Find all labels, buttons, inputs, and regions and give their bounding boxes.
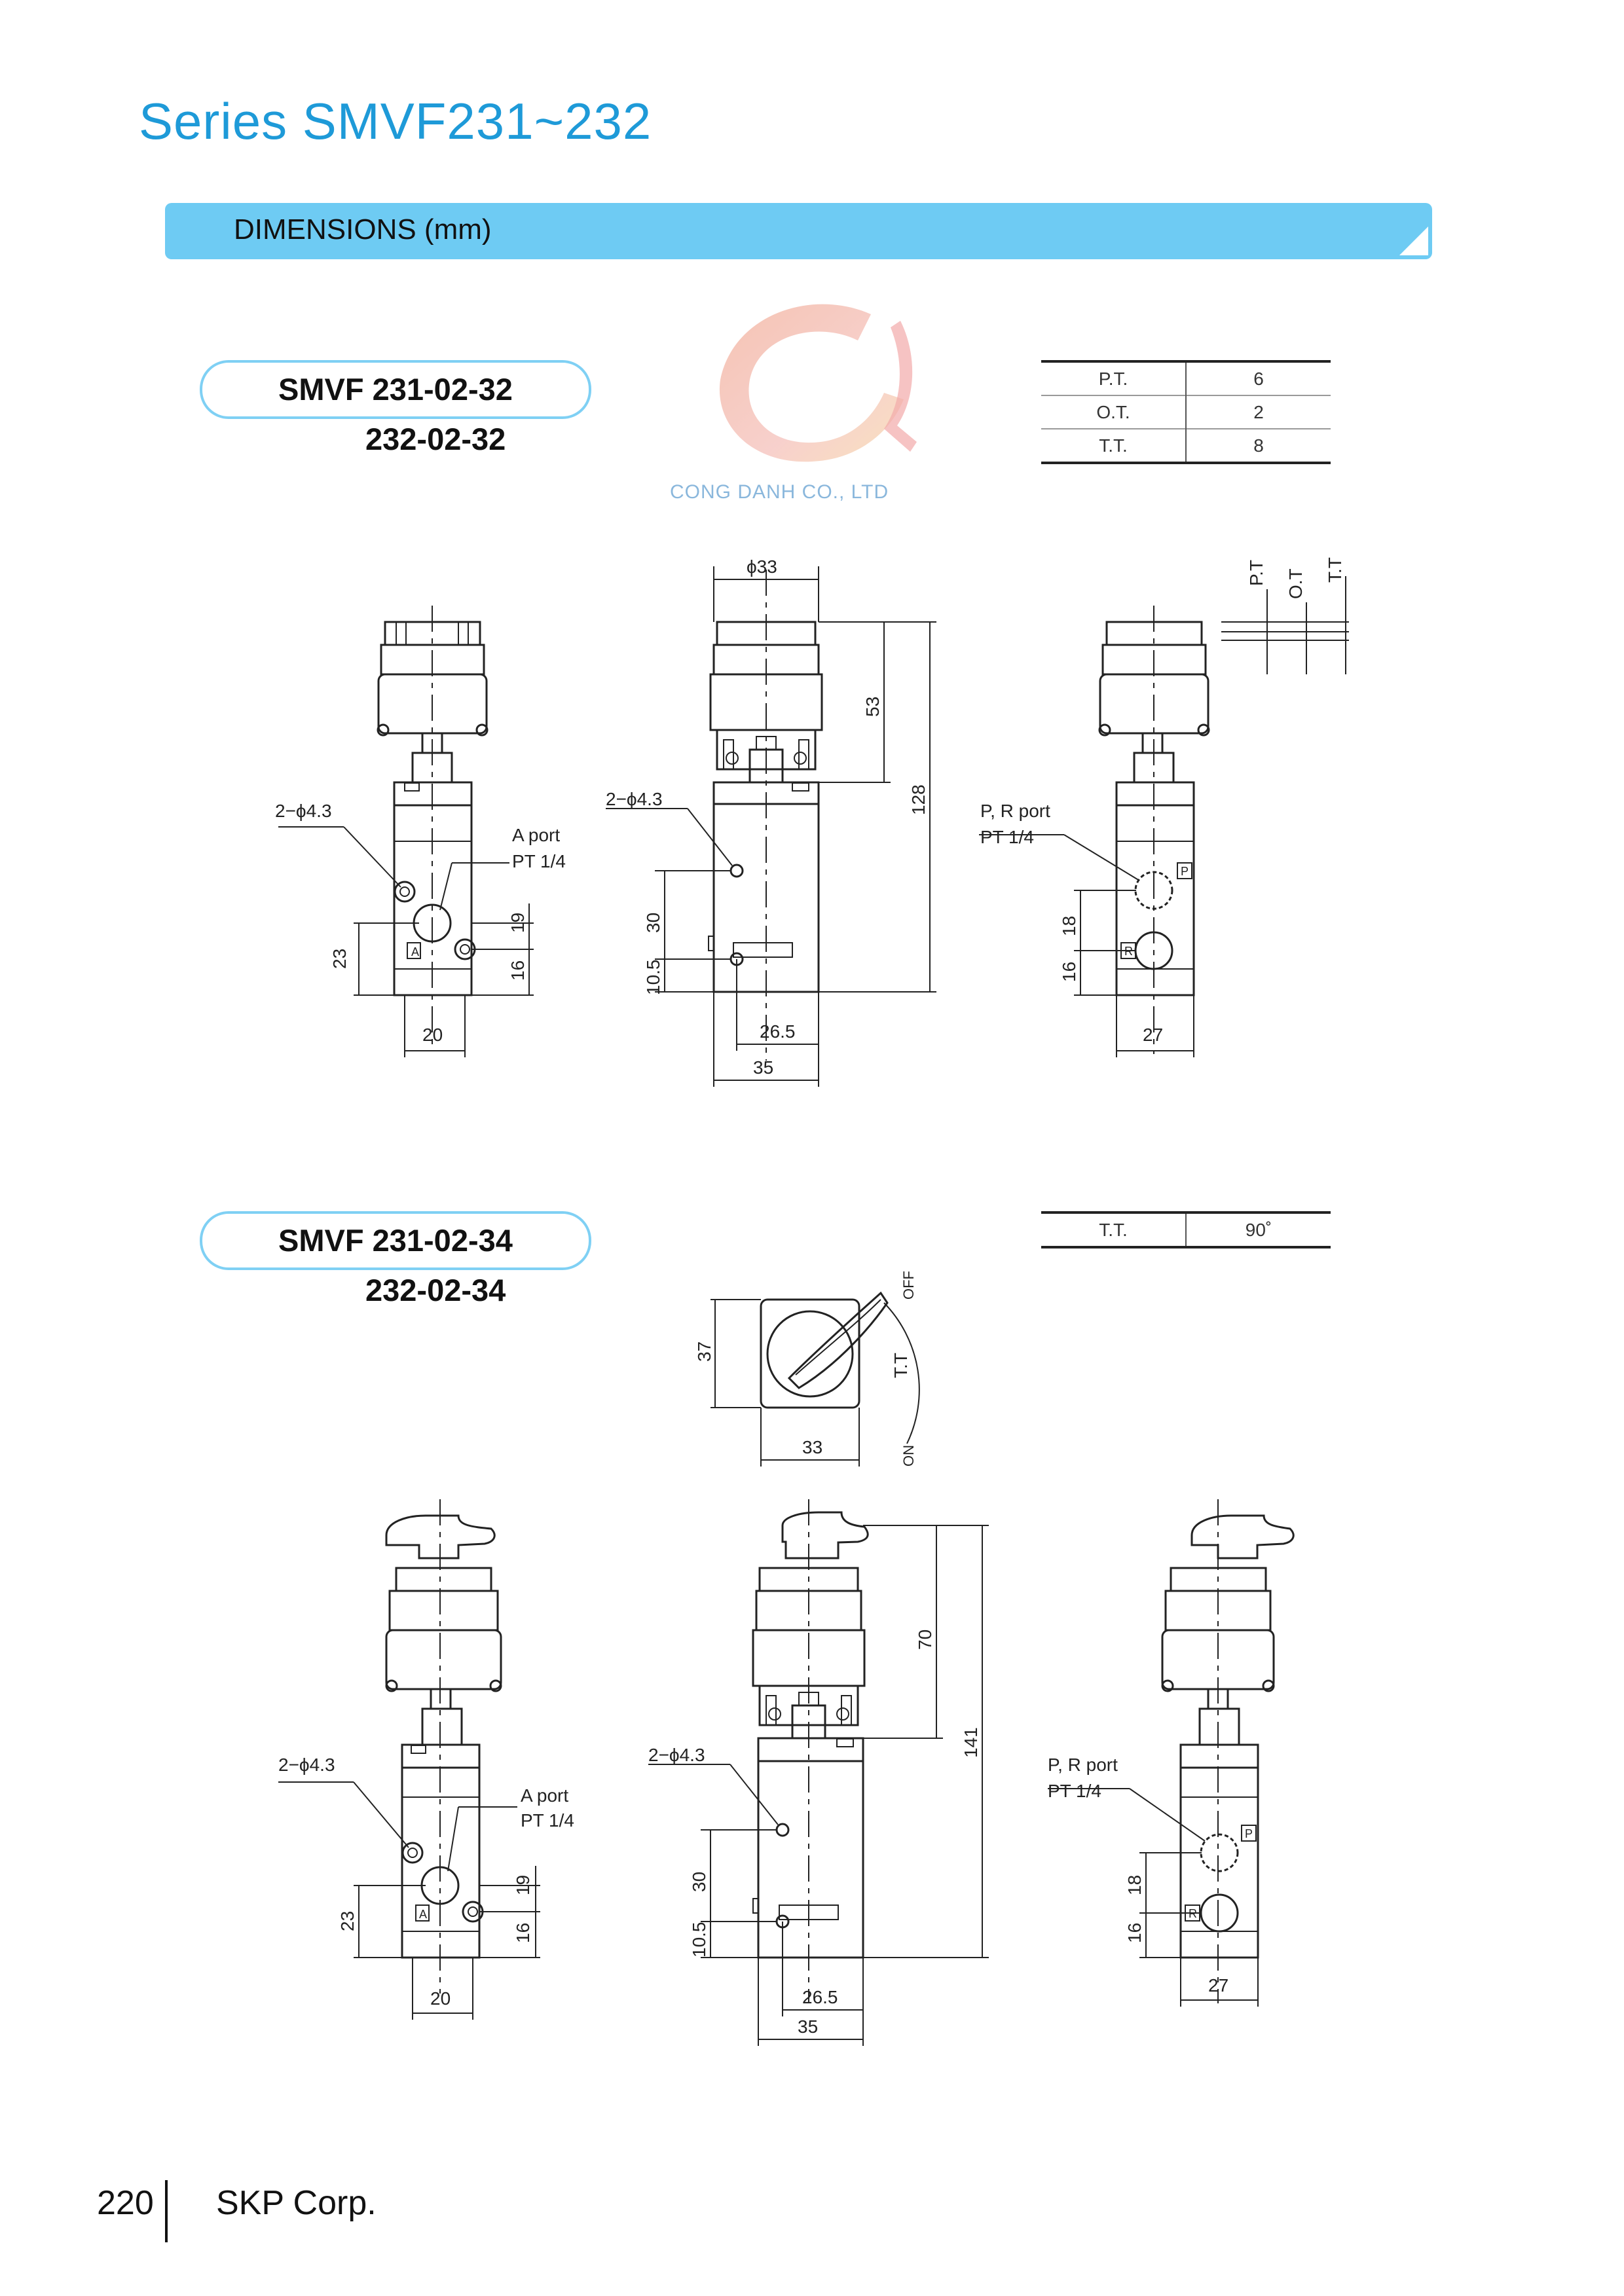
dim-label: 26.5 (760, 1021, 796, 1042)
port-letter-p: P (1181, 865, 1189, 878)
dim-label: 16 (1124, 1922, 1145, 1943)
dim-label: 30 (643, 912, 663, 933)
dim-label: 33 (802, 1437, 823, 1457)
model-1-variant: 232-02-32 (365, 422, 506, 456)
dim-label: 2−ϕ4.3 (275, 801, 332, 821)
page-number: 220 (97, 2184, 154, 2222)
dim-label: 10.5 (689, 1922, 709, 1958)
dim-label: PT 1/4 (980, 827, 1034, 847)
dim-label: A port (512, 825, 561, 845)
model-2-name: SMVF 231-02-34 (278, 1223, 513, 1258)
port-letter-a: A (419, 1908, 428, 1921)
spec-value: 2 (1253, 401, 1264, 422)
dim-label: ON (900, 1445, 917, 1467)
model-1-name: SMVF 231-02-32 (278, 372, 513, 407)
dim-label: T.T (1325, 557, 1345, 583)
dim-label: 2−ϕ4.3 (648, 1745, 705, 1765)
dim-label: 26.5 (802, 1987, 838, 2007)
dim-label: O.T (1285, 568, 1306, 599)
port-letter-r: R (1124, 945, 1133, 958)
dim-label: OFF (900, 1271, 917, 1300)
dim-label: 2−ϕ4.3 (606, 789, 663, 809)
spec-value: 8 (1253, 435, 1264, 456)
section-title: DIMENSIONS (mm) (234, 213, 492, 246)
model-2-variant: 232-02-34 (365, 1273, 506, 1307)
dim-label: 23 (337, 1910, 358, 1931)
footer-divider (165, 2180, 168, 2242)
model1-front-view (278, 606, 534, 1057)
spec-value: 90˚ (1245, 1219, 1272, 1240)
dim-label: 16 (1059, 961, 1079, 982)
spec-label: T.T. (1041, 1212, 1186, 1247)
model2-side-view (648, 1499, 989, 2046)
dim-label: P, R port (980, 801, 1050, 821)
dim-label: 18 (1059, 915, 1079, 936)
dim-label: 30 (689, 1871, 709, 1892)
dim-label: 2−ϕ4.3 (278, 1755, 335, 1775)
dim-label: 18 (1124, 1874, 1145, 1895)
dim-label: 16 (507, 960, 528, 981)
dim-label: 20 (430, 1988, 451, 2009)
dim-label: ϕ33 (747, 556, 777, 577)
dim-label: 128 (908, 784, 929, 815)
spec-label: T.T. (1041, 429, 1186, 463)
spec-label: P.T. (1041, 361, 1186, 395)
page-title: Series SMVF231~232 (139, 92, 652, 150)
spec-value: 6 (1253, 368, 1264, 389)
dim-label: 53 (862, 696, 883, 717)
port-letter-p: P (1245, 1827, 1253, 1840)
dim-label: 27 (1143, 1025, 1164, 1045)
dim-label: 16 (513, 1922, 533, 1943)
dim-label: 141 (961, 1727, 981, 1758)
port-letter-r: R (1189, 1907, 1197, 1920)
dim-label: P.T (1246, 560, 1266, 586)
company-name: SKP Corp. (216, 2184, 377, 2222)
dim-label: 35 (753, 1057, 774, 1078)
dim-label: 27 (1208, 1975, 1229, 1995)
dim-label: 35 (798, 2016, 819, 2037)
dim-label: P, R port (1048, 1755, 1118, 1775)
dim-label: 70 (915, 1629, 935, 1650)
dim-label: T.T (891, 1353, 911, 1378)
model2-back-view (1048, 1499, 1293, 2007)
model1-side-view (606, 566, 936, 1087)
dim-label: PT 1/4 (512, 851, 566, 871)
dim-label: PT 1/4 (1048, 1781, 1101, 1801)
watermark-text: CONG DANH CO., LTD (670, 481, 889, 503)
port-letter-a: A (411, 945, 420, 958)
dim-label: 37 (694, 1341, 714, 1362)
dim-label: A port (521, 1785, 569, 1806)
dim-label: PT 1/4 (521, 1810, 574, 1831)
spec-label: O.T. (1041, 395, 1186, 429)
dim-label: 19 (513, 1874, 533, 1895)
dim-label: 10.5 (643, 959, 663, 995)
dim-label: 23 (329, 948, 350, 969)
dim-label: 20 (422, 1025, 443, 1045)
dim-label: 19 (507, 912, 528, 933)
